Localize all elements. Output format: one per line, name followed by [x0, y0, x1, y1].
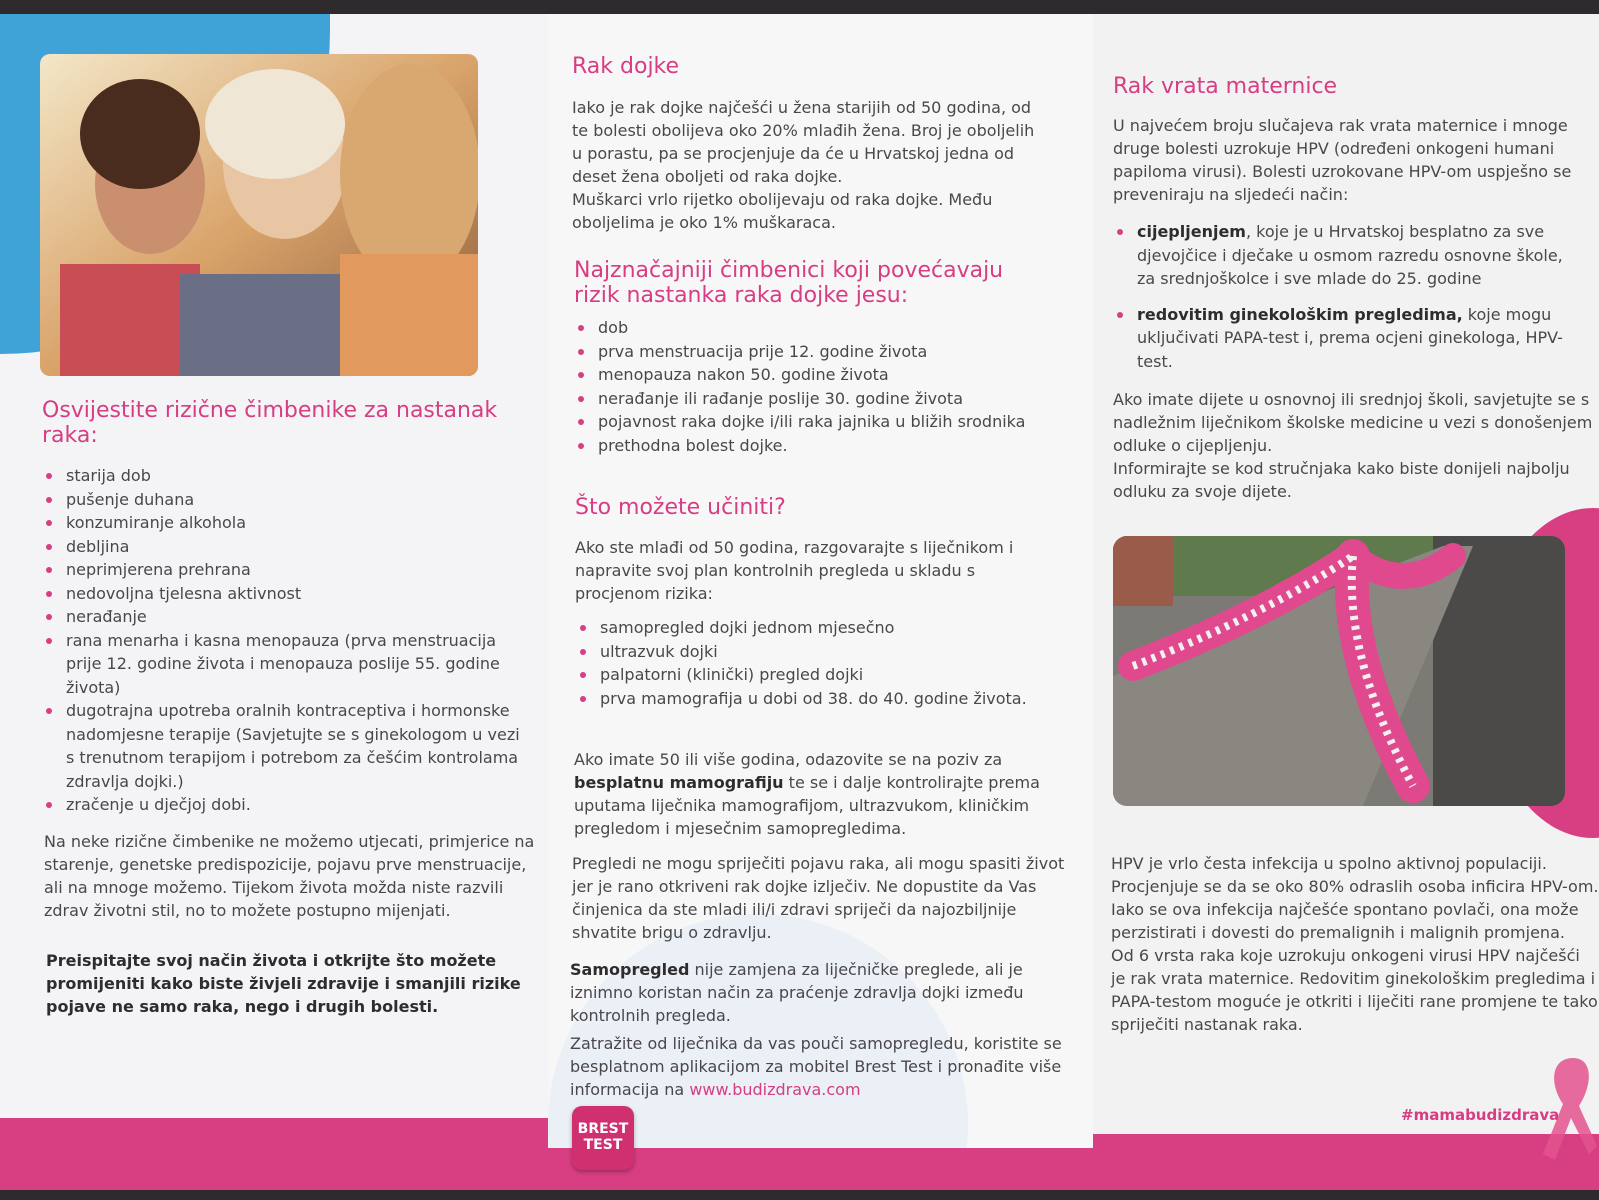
list-item: samopregled dojki jednom mjesečno	[576, 616, 1046, 640]
cervical-cancer-heading: Rak vrata maternice	[1113, 74, 1338, 99]
list-item: dob	[574, 316, 1044, 340]
breast-cancer-factors-list	[574, 316, 1044, 457]
campaign-hashtag: #mamabudizdrava	[1401, 1106, 1560, 1124]
breast-cancer-factors-heading: Najznačajniji čimbenici koji povećavaju rizik nastanka raka dojke jesu:	[574, 258, 1004, 309]
budizdrava-link[interactable]: www.budizdrava.com	[689, 1080, 861, 1099]
pink-ribbon-crowd-photo	[1113, 536, 1565, 806]
what-you-can-do-heading: Što možete učiniti?	[575, 495, 786, 520]
list-item: dugotrajna upotreba oralnih kontraceptiva i hormonske nadomjesne terapije (Savjetujte se s ginekologom u vezi s trenutnom terapijom i potrebom za češćim kontrolama zdravlja dojki.)	[42, 699, 522, 793]
list-item: prva menstruacija prije 12. godine života	[574, 340, 1044, 364]
women-smiling-photo	[40, 54, 478, 376]
breast-cancer-intro: Iako je rak dojke najčešći u žena starijih od 50 godina, od te bolesti obolijeva oko 20% mlađih žena. Broj je oboljelih u porastu, pa se procjenjuje da će u Hrvatskoj jedna od deset žena oboljeti od raka dojke. Muškarci vrlo rijetko obolijevaju od raka dojke. Među oboljelima je oko 1% muškaraca.	[572, 98, 1035, 232]
brochure-panel-right	[1093, 14, 1599, 1190]
list-item: prva mamografija u dobi od 38. do 40. godine života.	[576, 687, 1046, 711]
list-item: neprimjerena prehrana	[42, 558, 522, 582]
over-50-paragraph: Ako imate 50 ili više godina, odazovite se na poziv za besplatnu mamografiju te se i dalje kontrolirajte prema uputama liječnika mamografijom, ultrazvukom, kliničkim pregledom i mjesečnim samopregledima.	[574, 750, 1040, 838]
list-item: pojavnost raka dojke i/ili raka jajnika u bližih srodnika	[574, 410, 1044, 434]
list-item: pušenje duhana	[42, 488, 522, 512]
vaccination-advice-paragraph: Ako imate dijete u osnovnoj ili srednjoj školi, savjetujte se s nadležnim liječnikom školske medicine u vezi s donošenjem odluke o cijepljenju. Informirajte se kod stručnjaka kako biste donijeli najbolju odluku za svoje dijete.	[1113, 390, 1593, 501]
risk-factors-heading: Osvijestite rizične čimbenike za nastanak raka:	[42, 398, 498, 449]
pink-ribbon-icon	[1533, 1054, 1599, 1164]
list-item: zračenje u dječjoj dobi.	[42, 793, 522, 817]
brochure-panel-left	[0, 14, 548, 1190]
list-item: debljina	[42, 535, 522, 559]
list-item: cijepljenjem, koje je u Hrvatskoj besplatno za sve djevojčice i dječake u osmom razredu osnovne škole, za srednjoškolce i sve mlade do 25. godine	[1113, 220, 1583, 291]
breast-cancer-heading: Rak dojke	[572, 54, 680, 79]
list-item: rana menarha i kasna menopauza (prva menstruacija prije 12. godine života i menopauza poslije 55. godine života)	[42, 629, 522, 700]
checkups-list	[576, 616, 1046, 710]
list-item: konzumiranje alkohola	[42, 511, 522, 535]
list-item: nerađanje ili rađanje poslije 30. godine života	[574, 387, 1044, 411]
pink-footer-band	[0, 1118, 548, 1190]
list-item: ultrazvuk dojki	[576, 640, 1046, 664]
brochure-panel-middle	[548, 14, 1093, 1190]
lifestyle-paragraph: Na neke rizične čimbenike ne možemo utjecati, primjerice na starenje, genetske predispozicije, pojavu prve menstruacije, ali na mnoge možemo. Tijekom života možda niste razvili zdrav životni stil, no to možete postupno mijenjati.	[44, 832, 535, 920]
hpv-intro-paragraph: U najvećem broju slučajeva rak vrata maternice i mnoge druge bolesti uzrokuje HPV (određeni onkogeni humani papiloma virusi). Bolesti uzrokovane HPV-om uspješno se preveniraju na sljedeći način:	[1113, 116, 1572, 204]
self-exam-paragraph: Samopregled nije zamjena za liječničke preglede, ali je iznimno koristan način za praćenje zdravlja dojki između kontrolnih pregleda.	[570, 960, 1024, 1025]
list-item: nedovoljna tjelesna aktivnost	[42, 582, 522, 606]
list-item: menopauza nakon 50. godine života	[574, 363, 1044, 387]
hpv-prevention-list	[1113, 220, 1583, 385]
hpv-facts-paragraph: HPV je vrlo česta infekcija u spolno aktivnoj populaciji. Procjenjuje se da se oko 80% odraslih osoba inficira HPV-om. Iako se ova infekcija najčešće spontano povlači, ona može perzistirati i dovesti do premalignih i malignih promjena. Od 6 vrsta raka koje uzrokuju onkogeni virusi HPV najčešći je rak vrata maternice. Redovitim ginekološkim pregledima i PAPA-testom moguće je otkriti i liječiti rane promjene te tako spriječiti nastanak raka.	[1111, 854, 1599, 1034]
list-item: nerađanje	[42, 605, 522, 629]
lifestyle-callout: Preispitajte svoj način života i otkrijte što možete promijeniti kako biste živjeli zdravije i smanjili rizike pojave ne samo raka, nego i drugih bolesti.	[46, 951, 521, 1016]
app-info-paragraph: Zatražite od liječnika da vas pouči samopregledu, koristite se besplatnom aplikacijom za mobitel Brest Test i pronađite više informacija na www.budizdrava.com	[570, 1034, 1062, 1099]
under-50-paragraph: Ako ste mlađi od 50 godina, razgovarajte s liječnikom i napravite svoj plan kontrolnih pregleda u skladu s procjenom rizika:	[575, 538, 1014, 603]
list-item: prethodna bolest dojke.	[574, 434, 1044, 458]
list-item: redovitim ginekološkim pregledima, koje mogu uključivati PAPA-test i, prema ocjeni ginekologa, HPV-test.	[1113, 303, 1583, 374]
screening-paragraph: Pregledi ne mogu spriječiti pojavu raka, ali mogu spasiti život jer je rano otkriveni rak dojke izlječiv. Ne dopustite da Vas činjenica da ste mladi ili/i zdravi spriječi da najozbiljnije shvatite brigu o zdravlju.	[572, 854, 1065, 942]
risk-factors-list	[42, 464, 522, 817]
pink-footer-band	[1093, 1134, 1599, 1190]
list-item: starija dob	[42, 464, 522, 488]
list-item: palpatorni (klinički) pregled dojki	[576, 663, 1046, 687]
brest-test-app-logo: BREST TEST	[572, 1106, 634, 1170]
